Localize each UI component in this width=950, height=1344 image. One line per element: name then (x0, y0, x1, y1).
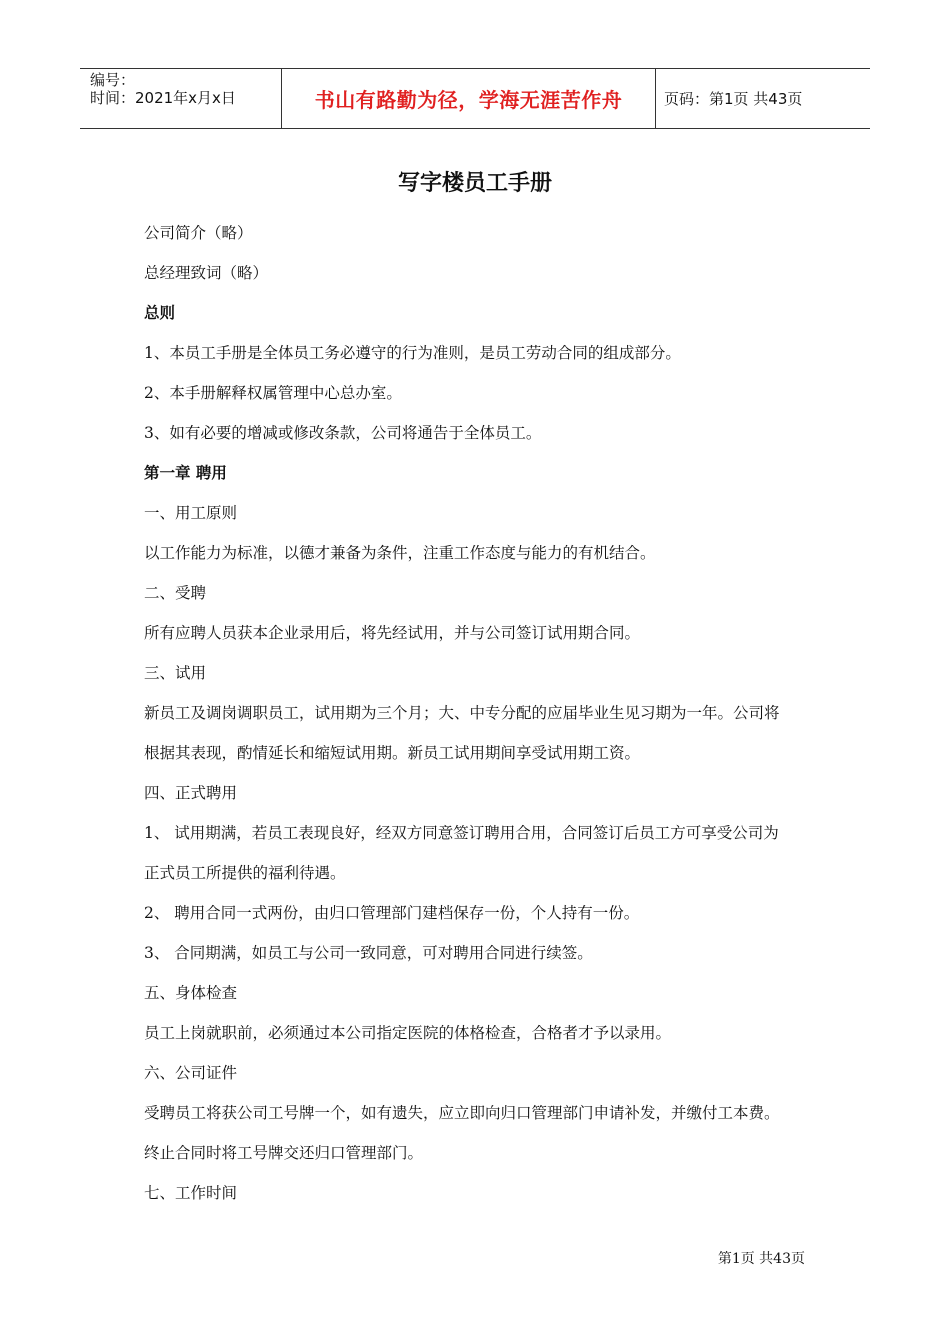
body-line: 五、身体检查 (144, 984, 238, 1002)
body-line: 2、 聘用合同一式两份，由归口管理部门建档保存一份，个人持有一份。 (144, 904, 640, 922)
body-line: 新员工及调岗调职员工，试用期为三个月；大、中专分配的应届毕业生见习期为一年。公司将 (144, 704, 780, 722)
page-header (80, 68, 870, 129)
footer-page-number: 第1页 共43页 (717, 1251, 805, 1267)
header-page-number: 页码：第1页 共43页 (664, 90, 803, 108)
header-divider-right (655, 69, 656, 128)
body-line: 三、试用 (144, 664, 207, 682)
body-line: 六、公司证件 (144, 1064, 238, 1082)
body-line: 以工作能力为标准，以德才兼备为条件，注重工作态度与能力的有机结合。 (144, 544, 656, 562)
body-line: 公司简介（略） (144, 224, 253, 242)
body-line: 3、如有必要的增减或修改条款，公司将通告于全体员工。 (144, 424, 542, 442)
header-motto: 书山有路勤为径，学海无涯苦作舟 (314, 88, 623, 112)
body-line: 1、 试用期满，若员工表现良好，经双方同意签订聘用合用，合同签订后员工方可享受公司为 (144, 824, 779, 842)
body-line: 员工上岗就职前，必须通过本公司指定医院的体格检查，合格者才予以录用。 (144, 1024, 672, 1042)
body-line: 2、本手册解释权属管理中心总办室。 (144, 384, 402, 402)
body-line: 七、工作时间 (144, 1184, 238, 1202)
header-meta (90, 71, 280, 107)
body-line: 终止合同时将工号牌交还归口管理部门。 (144, 1144, 424, 1162)
section-heading: 总则 (144, 304, 176, 322)
body-line: 二、受聘 (144, 584, 207, 602)
date-label: 时间：2021年x月x日 (90, 89, 236, 107)
document-title: 写字楼员工手册 (397, 171, 552, 196)
body-line: 四、正式聘用 (144, 784, 238, 802)
body-line: 根据其表现，酌情延长和缩短试用期。新员工试用期间享受试用期工资。 (144, 744, 641, 762)
body-line: 受聘员工将获公司工号牌一个，如有遗失，应立即向归口管理部门申请补发，并缴付工本费。 (144, 1104, 780, 1122)
body-line: 1、本员工手册是全体员工务必遵守的行为准则，是员工劳动合同的组成部分。 (144, 344, 681, 362)
body-line: 正式员工所提供的福利待遇。 (144, 864, 346, 882)
body-line: 3、 合同期满，如员工与公司一致同意，可对聘用合同进行续签。 (144, 944, 593, 962)
body-line: 总经理致词（略） (144, 264, 269, 282)
body-line: 一、用工原则 (144, 504, 238, 522)
document-body (144, 220, 814, 1220)
section-heading: 第一章 聘用 (144, 464, 227, 482)
serial-number-label: 编号： (90, 71, 136, 89)
body-line: 所有应聘人员获本企业录用后，将先经试用，并与公司签订试用期合同。 (144, 624, 641, 642)
